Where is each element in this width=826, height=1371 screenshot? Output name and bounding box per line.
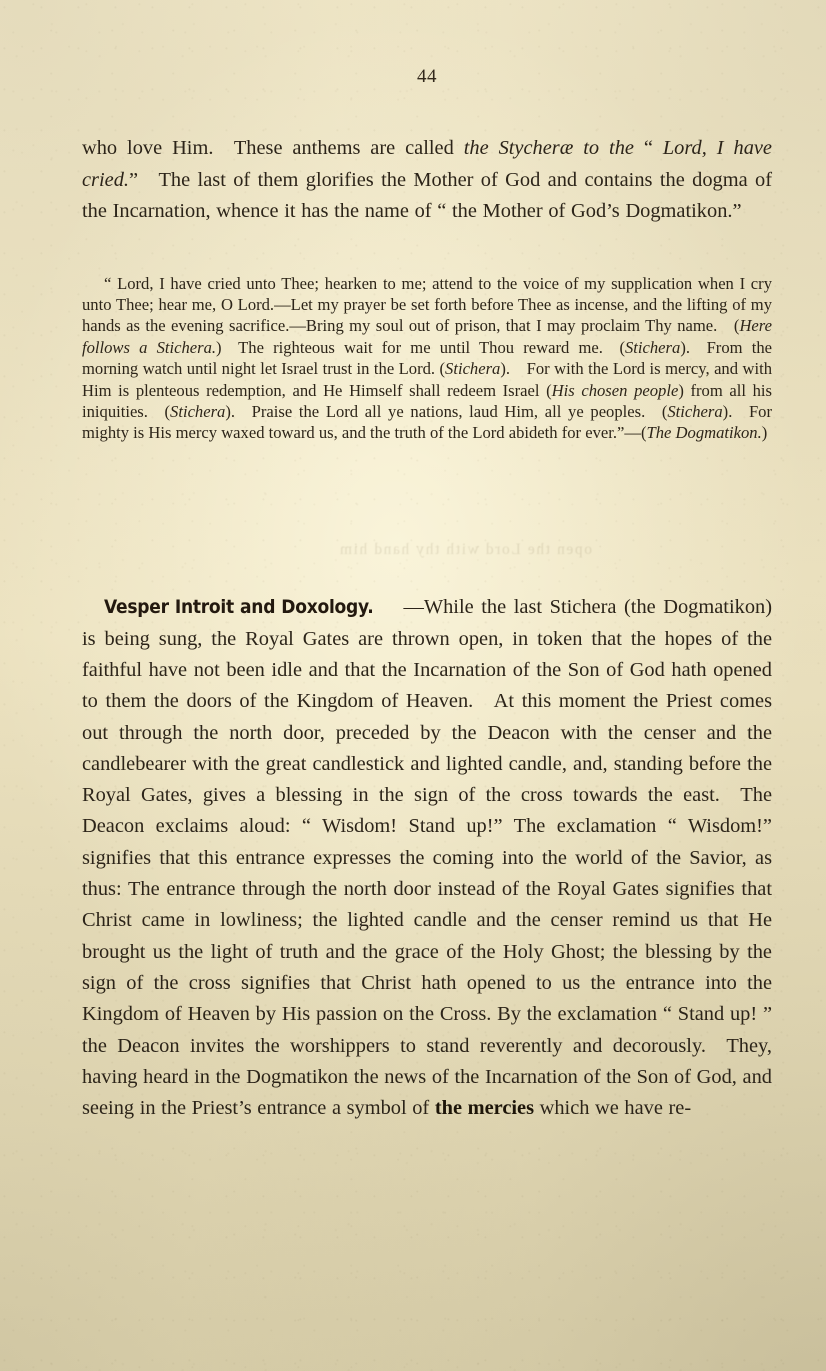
quote-italic-his-chosen-people: His chosen people <box>551 380 679 400</box>
quote-italic-stichera-6: Stichera <box>667 402 723 422</box>
quote-italic-stichera-3: Stichera <box>445 359 501 379</box>
quote-segment-1: “ Lord, I have cried unto Thee; hearken to me; attend to the voice of my supplication when I cry unto Thee; hear me, O Lord.—Let my prayer be set forth before Thee as incense, and the lifting of my hands as the evening sacrifice.—Bring my soul out of prison, that I may proclaim Thy name. ( <box>82 273 772 336</box>
quote-italic-stichera-5: Stichera <box>170 402 226 422</box>
quote-italic-the-dogmatikon: The Dogmatikon. <box>646 423 762 443</box>
quote-italic-here-follows: Here follows a Stichera. <box>82 316 772 357</box>
quote-segment-6: ). Praise the Lord all ye nations, laud Him, all ye peoples. ( <box>225 402 668 422</box>
body-text-part-1: While the last Stichera (the Dogmatikon) is being sung, the Royal Gates are thrown open, in token that the hopes of the faithful have not been idle and that the Incarnation of the Son of God hath opened to them the doors of the Kingdom of Heaven. At this moment the Priest comes out through the north door, preceded by the Deacon with the censer and the candlebearer with the great candlestick and lighted candle, and, standing before the Royal Gates, gives a blessing in the sign of the cross towards the east. The Deacon exclaims aloud: “ Wisdom! Stand up!” The exclamation “ Wisdom!” signifies that this entrance expresses the coming into the world of the Savior, as thus: The entrance through the north door instead of the Royal Gates signifies that Christ came in lowliness; the lighted candle and the censer remind us that He brought us the light of truth and the grace of the Holy Ghost; the blessing by the sign of the cross signifies that Christ hath opened to us the entrance into the Kingdom of Heaven by His passion on the Cross. By the exclamation “ Stand up! ” the Deacon invites the worshippers to stand reverently and decorously. They, having heard in the Dogmatikon the news of the Incarnation of the Son of God, and seeing in the Priest’s entrance a symbol of <box>82 596 772 1120</box>
lead-italic-lord-i-have-cried: Lord, I have cried. <box>82 137 772 191</box>
lead-quote-close: ” <box>129 168 139 191</box>
quote-segment-8: ) <box>761 423 768 443</box>
vesper-introit-section <box>82 592 772 1124</box>
section-heading-vesper-introit: Vesper Introit and Doxology. <box>104 596 374 619</box>
body-text-part-2: which we have re- <box>534 1097 692 1120</box>
quote-segment-7: ). For mighty is His mercy waxed toward us, and the truth of the Lord abideth for ever.”—( <box>82 402 772 443</box>
lead-text-after-italic: The last of them glorifies the Mother of God and contains the dogma of the Incarnation, whence it has the name of “ the Mother of God’s Dogmatikon.” <box>82 168 772 222</box>
quote-segment-3: ). From the morning watch until night let Israel trust in the Lord. ( <box>82 337 772 379</box>
lead-paragraph <box>82 133 772 227</box>
verso-showthrough-artifact: open the Lord with thy hand him <box>338 541 592 558</box>
quote-segment-2: ) The righteous wait for me until Thou reward me. ( <box>216 337 625 357</box>
lead-text-before-italic: who love Him. These anthems are called <box>82 137 464 160</box>
lead-quote-open: “ <box>633 137 663 160</box>
page-number: 44 <box>417 66 437 87</box>
quote-segment-5: ) from all his iniquities. ( <box>82 380 772 422</box>
section-heading-dash: — <box>403 596 424 619</box>
quote-italic-stichera-2: Stichera <box>625 337 681 357</box>
scripture-quotation <box>82 273 772 444</box>
quote-segment-4: ). For with the Lord is mercy, and with Him is plenteous redemption, and He Himself shall redeem Israel ( <box>82 359 772 400</box>
body-text-emphasis-mercies: the mercies <box>434 1097 535 1120</box>
lead-italic-sticherae: the Stycheræ to the <box>463 137 634 160</box>
